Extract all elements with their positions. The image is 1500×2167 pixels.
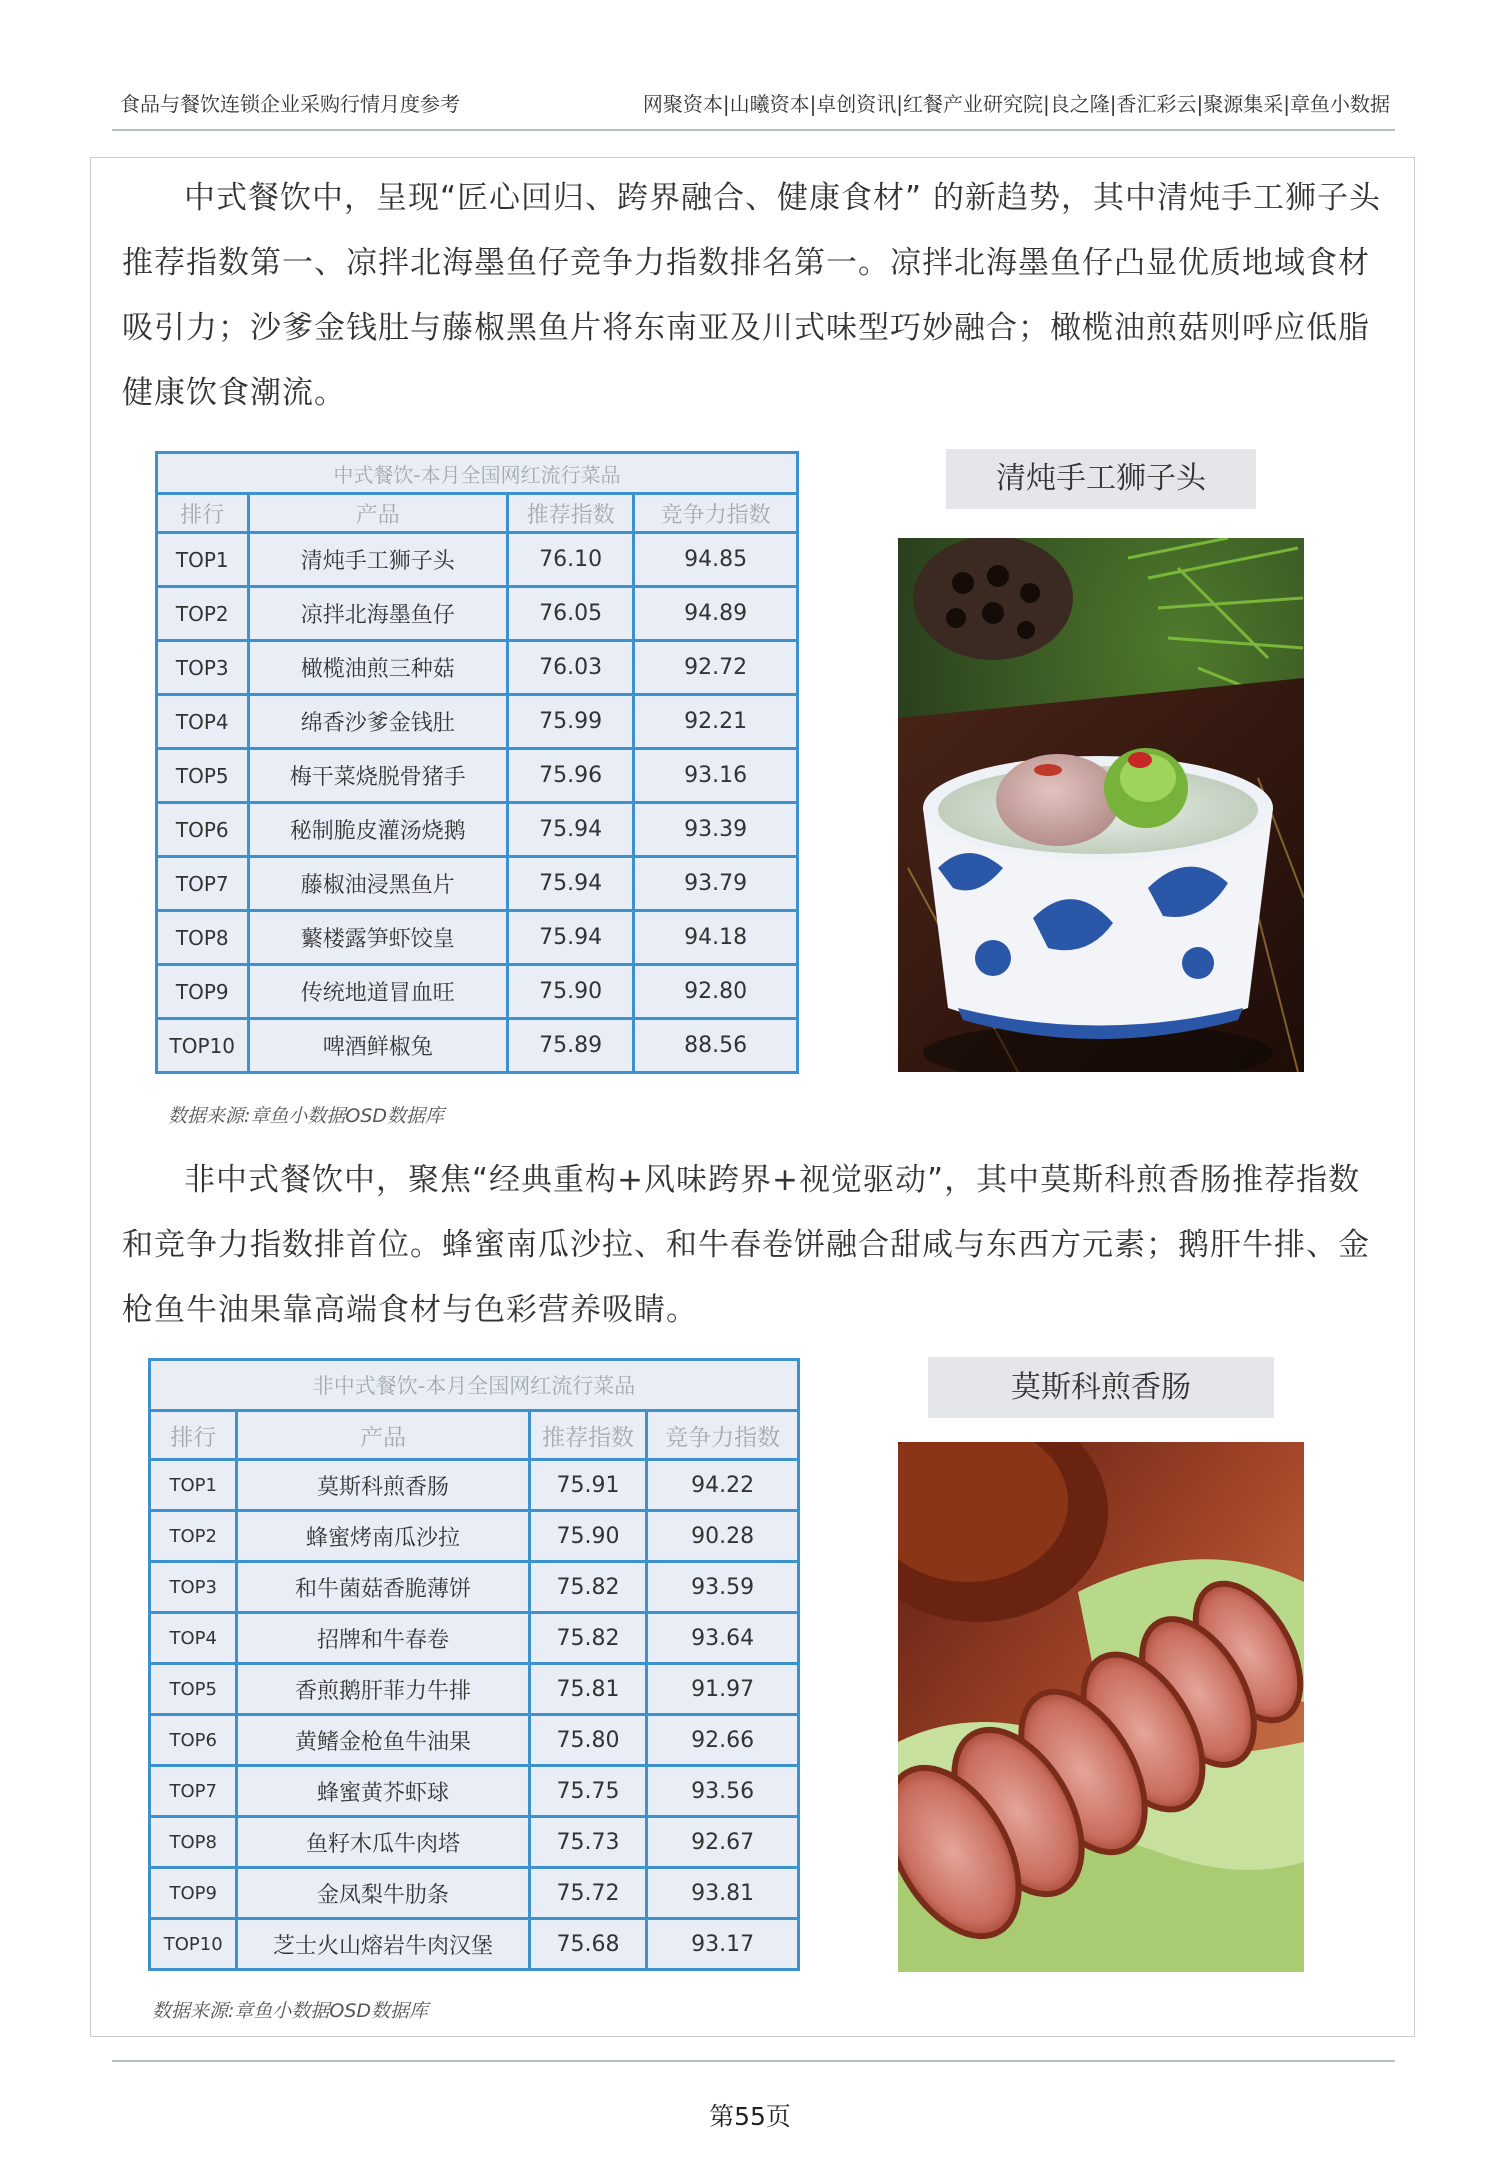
table-row <box>150 1766 799 1817</box>
cell-rank: TOP10 <box>150 1919 237 1970</box>
cell-rank: TOP8 <box>157 911 249 965</box>
cell-product: 藤椒油浸黑鱼片 <box>248 857 507 911</box>
cell-rank: TOP2 <box>150 1511 237 1562</box>
cell-compete: 94.85 <box>634 533 798 587</box>
cell-recommend: 75.80 <box>529 1715 647 1766</box>
cell-product: 传统地道冒血旺 <box>248 965 507 1019</box>
cell-rank: TOP5 <box>157 749 249 803</box>
cell-compete: 93.16 <box>634 749 798 803</box>
col-header-rank: 排行 <box>157 494 249 533</box>
cell-compete: 93.56 <box>647 1766 799 1817</box>
chinese-dishes-table <box>155 451 799 1074</box>
cell-recommend: 76.10 <box>507 533 633 587</box>
cell-compete: 92.67 <box>647 1817 799 1868</box>
cell-recommend: 75.72 <box>529 1868 647 1919</box>
cell-rank: TOP10 <box>157 1019 249 1073</box>
cell-recommend: 76.03 <box>507 641 633 695</box>
cell-recommend: 75.96 <box>507 749 633 803</box>
cell-recommend: 75.82 <box>529 1613 647 1664</box>
cell-product: 清炖手工狮子头 <box>248 533 507 587</box>
cell-rank: TOP6 <box>150 1715 237 1766</box>
cell-product: 鱼籽木瓜牛肉塔 <box>237 1817 529 1868</box>
table-row <box>150 1817 799 1868</box>
cell-recommend: 75.99 <box>507 695 633 749</box>
cell-recommend: 75.73 <box>529 1817 647 1868</box>
cell-compete: 92.21 <box>634 695 798 749</box>
cell-product: 橄榄油煎三种菇 <box>248 641 507 695</box>
cell-recommend: 75.94 <box>507 911 633 965</box>
cell-recommend: 75.94 <box>507 857 633 911</box>
cell-recommend: 75.82 <box>529 1562 647 1613</box>
cell-rank: TOP7 <box>157 857 249 911</box>
table-row <box>157 1019 798 1073</box>
table-row <box>157 533 798 587</box>
non-chinese-dishes-table <box>148 1358 800 1971</box>
table-row <box>150 1613 799 1664</box>
cell-product: 蘩楼露笋虾饺皇 <box>248 911 507 965</box>
cell-rank: TOP3 <box>157 641 249 695</box>
cell-recommend: 75.68 <box>529 1919 647 1970</box>
cell-rank: TOP5 <box>150 1664 237 1715</box>
header-divider <box>112 129 1395 131</box>
cell-rank: TOP7 <box>150 1766 237 1817</box>
cell-product: 芝士火山熔岩牛肉汉堡 <box>237 1919 529 1970</box>
cell-recommend: 75.91 <box>529 1460 647 1511</box>
data-source-note: 数据来源:章鱼小数据OSD数据库 <box>168 1105 445 1127</box>
cell-compete: 91.97 <box>647 1664 799 1715</box>
cell-compete: 88.56 <box>634 1019 798 1073</box>
lion-head-soup-photo <box>898 538 1304 1072</box>
cell-compete: 92.72 <box>634 641 798 695</box>
table-row <box>157 695 798 749</box>
header-partners: 网聚资本|山曦资本|卓创资讯|红餐产业研究院|良之隆|香汇彩云|聚源集采|章鱼小数据 <box>642 92 1390 116</box>
col-header-product: 产品 <box>248 494 507 533</box>
table-caption: 非中式餐饮-本月全国网红流行菜品 <box>150 1360 799 1411</box>
cell-compete: 90.28 <box>647 1511 799 1562</box>
cell-product: 蜂蜜黄芥虾球 <box>237 1766 529 1817</box>
cell-recommend: 75.90 <box>507 965 633 1019</box>
intro-paragraph-non-chinese: 非中式餐饮中，聚焦“经典重构+风味跨界+视觉驱动”，其中莫斯科煎香肠推荐指数和竞争力指数排首位。蜂蜜南瓜沙拉、和牛春卷饼融合甜咸与东西方元素；鹅肝牛排、金枪鱼牛油果靠高端食材与色彩营养吸睛。 <box>122 1162 1370 1328</box>
table-row <box>157 587 798 641</box>
cell-compete: 92.66 <box>647 1715 799 1766</box>
col-header-compete: 竞争力指数 <box>634 494 798 533</box>
col-header-recommend: 推荐指数 <box>529 1411 647 1460</box>
cell-recommend: 75.90 <box>529 1511 647 1562</box>
cell-product: 秘制脆皮灌汤烧鹅 <box>248 803 507 857</box>
cell-compete: 94.22 <box>647 1460 799 1511</box>
cell-rank: TOP1 <box>150 1460 237 1511</box>
cell-product: 梅干菜烧脱骨猪手 <box>248 749 507 803</box>
table-row <box>150 1511 799 1562</box>
cell-recommend: 76.05 <box>507 587 633 641</box>
cell-compete: 92.80 <box>634 965 798 1019</box>
cell-rank: TOP3 <box>150 1562 237 1613</box>
featured-dish-label: 莫斯科煎香肠 <box>928 1357 1274 1418</box>
cell-compete: 93.17 <box>647 1919 799 1970</box>
cell-rank: TOP9 <box>150 1868 237 1919</box>
footer-divider <box>112 2060 1395 2062</box>
cell-rank: TOP1 <box>157 533 249 587</box>
cell-product: 香煎鹅肝菲力牛排 <box>237 1664 529 1715</box>
cell-compete: 93.79 <box>634 857 798 911</box>
cell-rank: TOP4 <box>157 695 249 749</box>
table-row <box>157 803 798 857</box>
cell-product: 蜂蜜烤南瓜沙拉 <box>237 1511 529 1562</box>
intro-paragraph-chinese: 中式餐饮中，呈现“匠心回归、跨界融合、健康食材” 的新趋势，其中清炖手工狮子头推荐指数第一、凉拌北海墨鱼仔竞争力指数排名第一。凉拌北海墨鱼仔凸显优质地域食材吸引力；沙爹金钱肚与藤椒黑鱼片将东南亚及川式味型巧妙融合；橄榄油煎菇则呼应低脂健康饮食潮流。 <box>122 180 1381 411</box>
cell-compete: 94.89 <box>634 587 798 641</box>
data-source-note: 数据来源:章鱼小数据OSD数据库 <box>152 2000 429 2022</box>
cell-recommend: 75.75 <box>529 1766 647 1817</box>
table-row <box>150 1460 799 1511</box>
table-row <box>157 965 798 1019</box>
col-header-rank: 排行 <box>150 1411 237 1460</box>
col-header-recommend: 推荐指数 <box>507 494 633 533</box>
col-header-product: 产品 <box>237 1411 529 1460</box>
page-number: 第55页 <box>709 2102 791 2131</box>
cell-compete: 93.59 <box>647 1562 799 1613</box>
table-row <box>157 911 798 965</box>
table-row <box>150 1562 799 1613</box>
cell-compete: 93.39 <box>634 803 798 857</box>
cell-rank: TOP9 <box>157 965 249 1019</box>
table-row <box>157 857 798 911</box>
cell-compete: 93.81 <box>647 1868 799 1919</box>
cell-product: 黄鳍金枪鱼牛油果 <box>237 1715 529 1766</box>
cell-rank: TOP6 <box>157 803 249 857</box>
header-title: 食品与餐饮连锁企业采购行情月度参考 <box>120 92 460 116</box>
cell-product: 和牛菌菇香脆薄饼 <box>237 1562 529 1613</box>
cell-product: 金凤梨牛肋条 <box>237 1868 529 1919</box>
table-row <box>150 1868 799 1919</box>
cell-recommend: 75.89 <box>507 1019 633 1073</box>
cell-rank: TOP8 <box>150 1817 237 1868</box>
cell-product: 绵香沙爹金钱肚 <box>248 695 507 749</box>
cell-rank: TOP2 <box>157 587 249 641</box>
col-header-compete: 竞争力指数 <box>647 1411 799 1460</box>
cell-recommend: 75.94 <box>507 803 633 857</box>
table-caption: 中式餐饮-本月全国网红流行菜品 <box>157 453 798 494</box>
cell-product: 招牌和牛春卷 <box>237 1613 529 1664</box>
cell-product: 啤酒鲜椒兔 <box>248 1019 507 1073</box>
cell-rank: TOP4 <box>150 1613 237 1664</box>
table-row <box>157 641 798 695</box>
cell-compete: 93.64 <box>647 1613 799 1664</box>
cell-product: 凉拌北海墨鱼仔 <box>248 587 507 641</box>
table-row <box>150 1919 799 1970</box>
cell-recommend: 75.81 <box>529 1664 647 1715</box>
cell-product: 莫斯科煎香肠 <box>237 1460 529 1511</box>
table-row <box>150 1715 799 1766</box>
featured-dish-label: 清炖手工狮子头 <box>946 449 1256 509</box>
moscow-sausage-photo <box>898 1442 1304 1972</box>
cell-compete: 94.18 <box>634 911 798 965</box>
table-row <box>157 749 798 803</box>
table-row <box>150 1664 799 1715</box>
